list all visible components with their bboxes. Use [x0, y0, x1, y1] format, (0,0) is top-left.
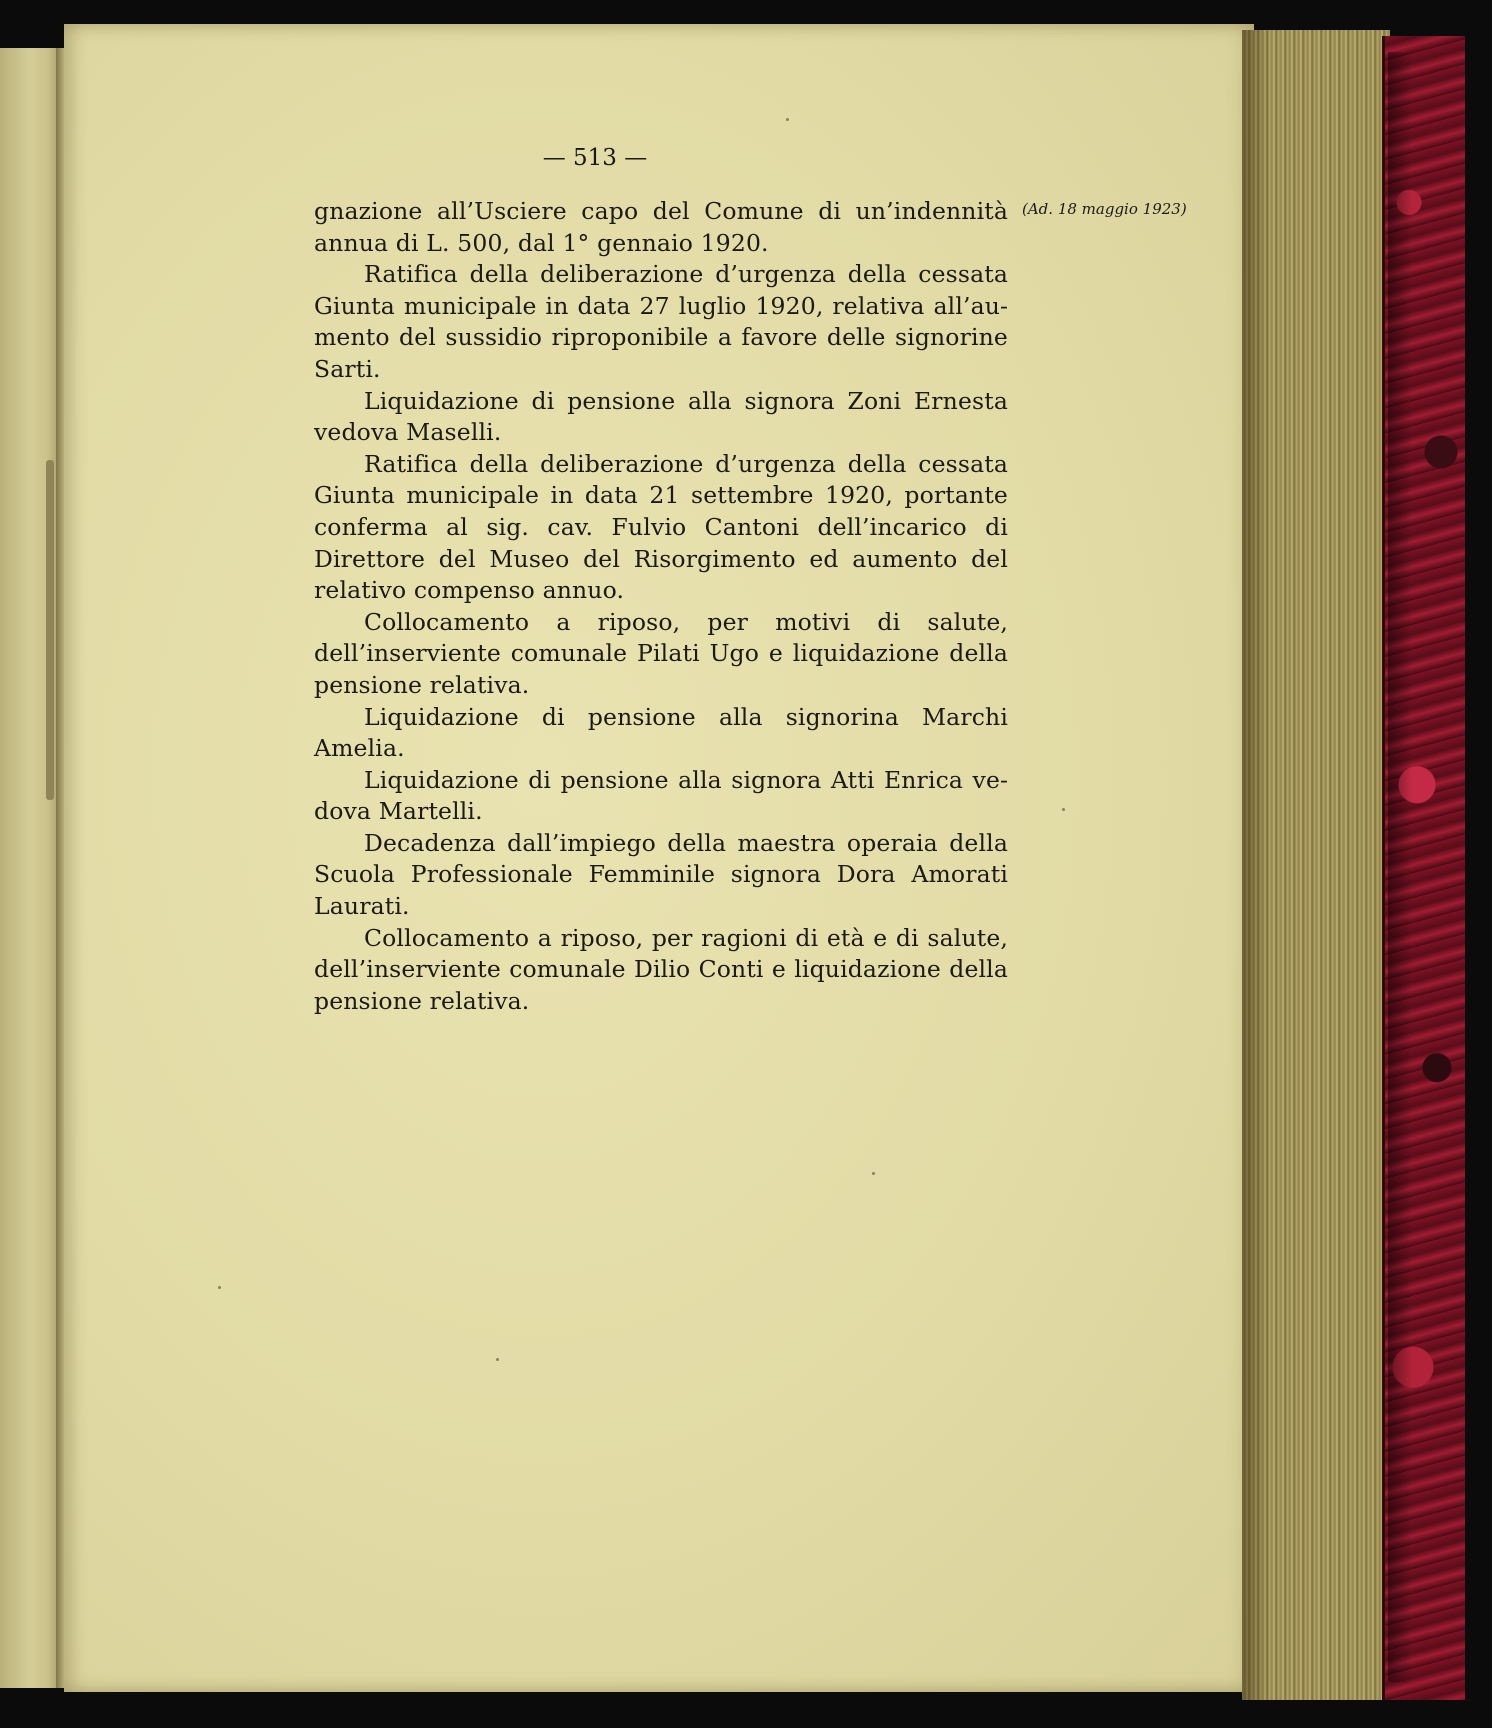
page-number: — 513 — — [542, 145, 648, 171]
paragraph: Collocamento a riposo, per ragioni di età e di salute, dell’inserviente comunale Dilio Conti e liquidazione della pensione relativa. — [314, 923, 1008, 1015]
paragraph: Liquidazione di pensione alla signorina Marchi Amelia. — [314, 702, 1008, 763]
paper-speck — [872, 1172, 875, 1175]
left-facing-page — [0, 48, 60, 1688]
paper-speck — [218, 1286, 221, 1289]
paragraph: Ratifica della deliberazione d’urgenza della cessata Giunta municipale in data 27 luglio 1920, relativa all’aumento del sussidio riproponibile a favore delle signorine Sarti. — [314, 260, 1008, 383]
page-edge-shadow — [1242, 30, 1270, 1700]
paper-speck — [496, 1358, 499, 1361]
binding-strip — [46, 460, 54, 800]
paragraph: Decadenza dall’impiego della maestra operaia della Scuola Professionale Femminile signora Dora Amorati Laurati. — [314, 828, 1008, 921]
body-text — [314, 196, 1008, 1017]
paper-speck — [1062, 808, 1065, 811]
paragraph: gnazione all’Usciere capo del Comune di un’indennità annua di L. 500, dal 1° gennaio 1920. — [314, 197, 1008, 257]
paragraph: Liquidazione di pensione alla signora Atti Enrica vedova Martelli. — [314, 765, 1008, 826]
paragraph: Liquidazione di pensione alla signora Zoni Ernesta vedova Maselli. — [314, 386, 1008, 447]
paragraph: Ratifica della deliberazione d’urgenza della cessata Giunta municipale in data 21 settembre 1920, portante conferma al sig. cav. Fulvio Cantoni dell’incarico di Direttore del Museo del Risorgimento ed aumento del relativo compenso annuo. — [314, 449, 1008, 605]
cover-shadow — [1388, 52, 1412, 1682]
paragraph: Collocamento a riposo, per motivi di salute, dell’inserviente comunale Pilati Ugo e liquidazione della pensione relativa. — [314, 607, 1008, 699]
paper-speck — [786, 118, 789, 121]
margin-note: (Ad. 18 maggio 1923) — [1022, 200, 1187, 218]
